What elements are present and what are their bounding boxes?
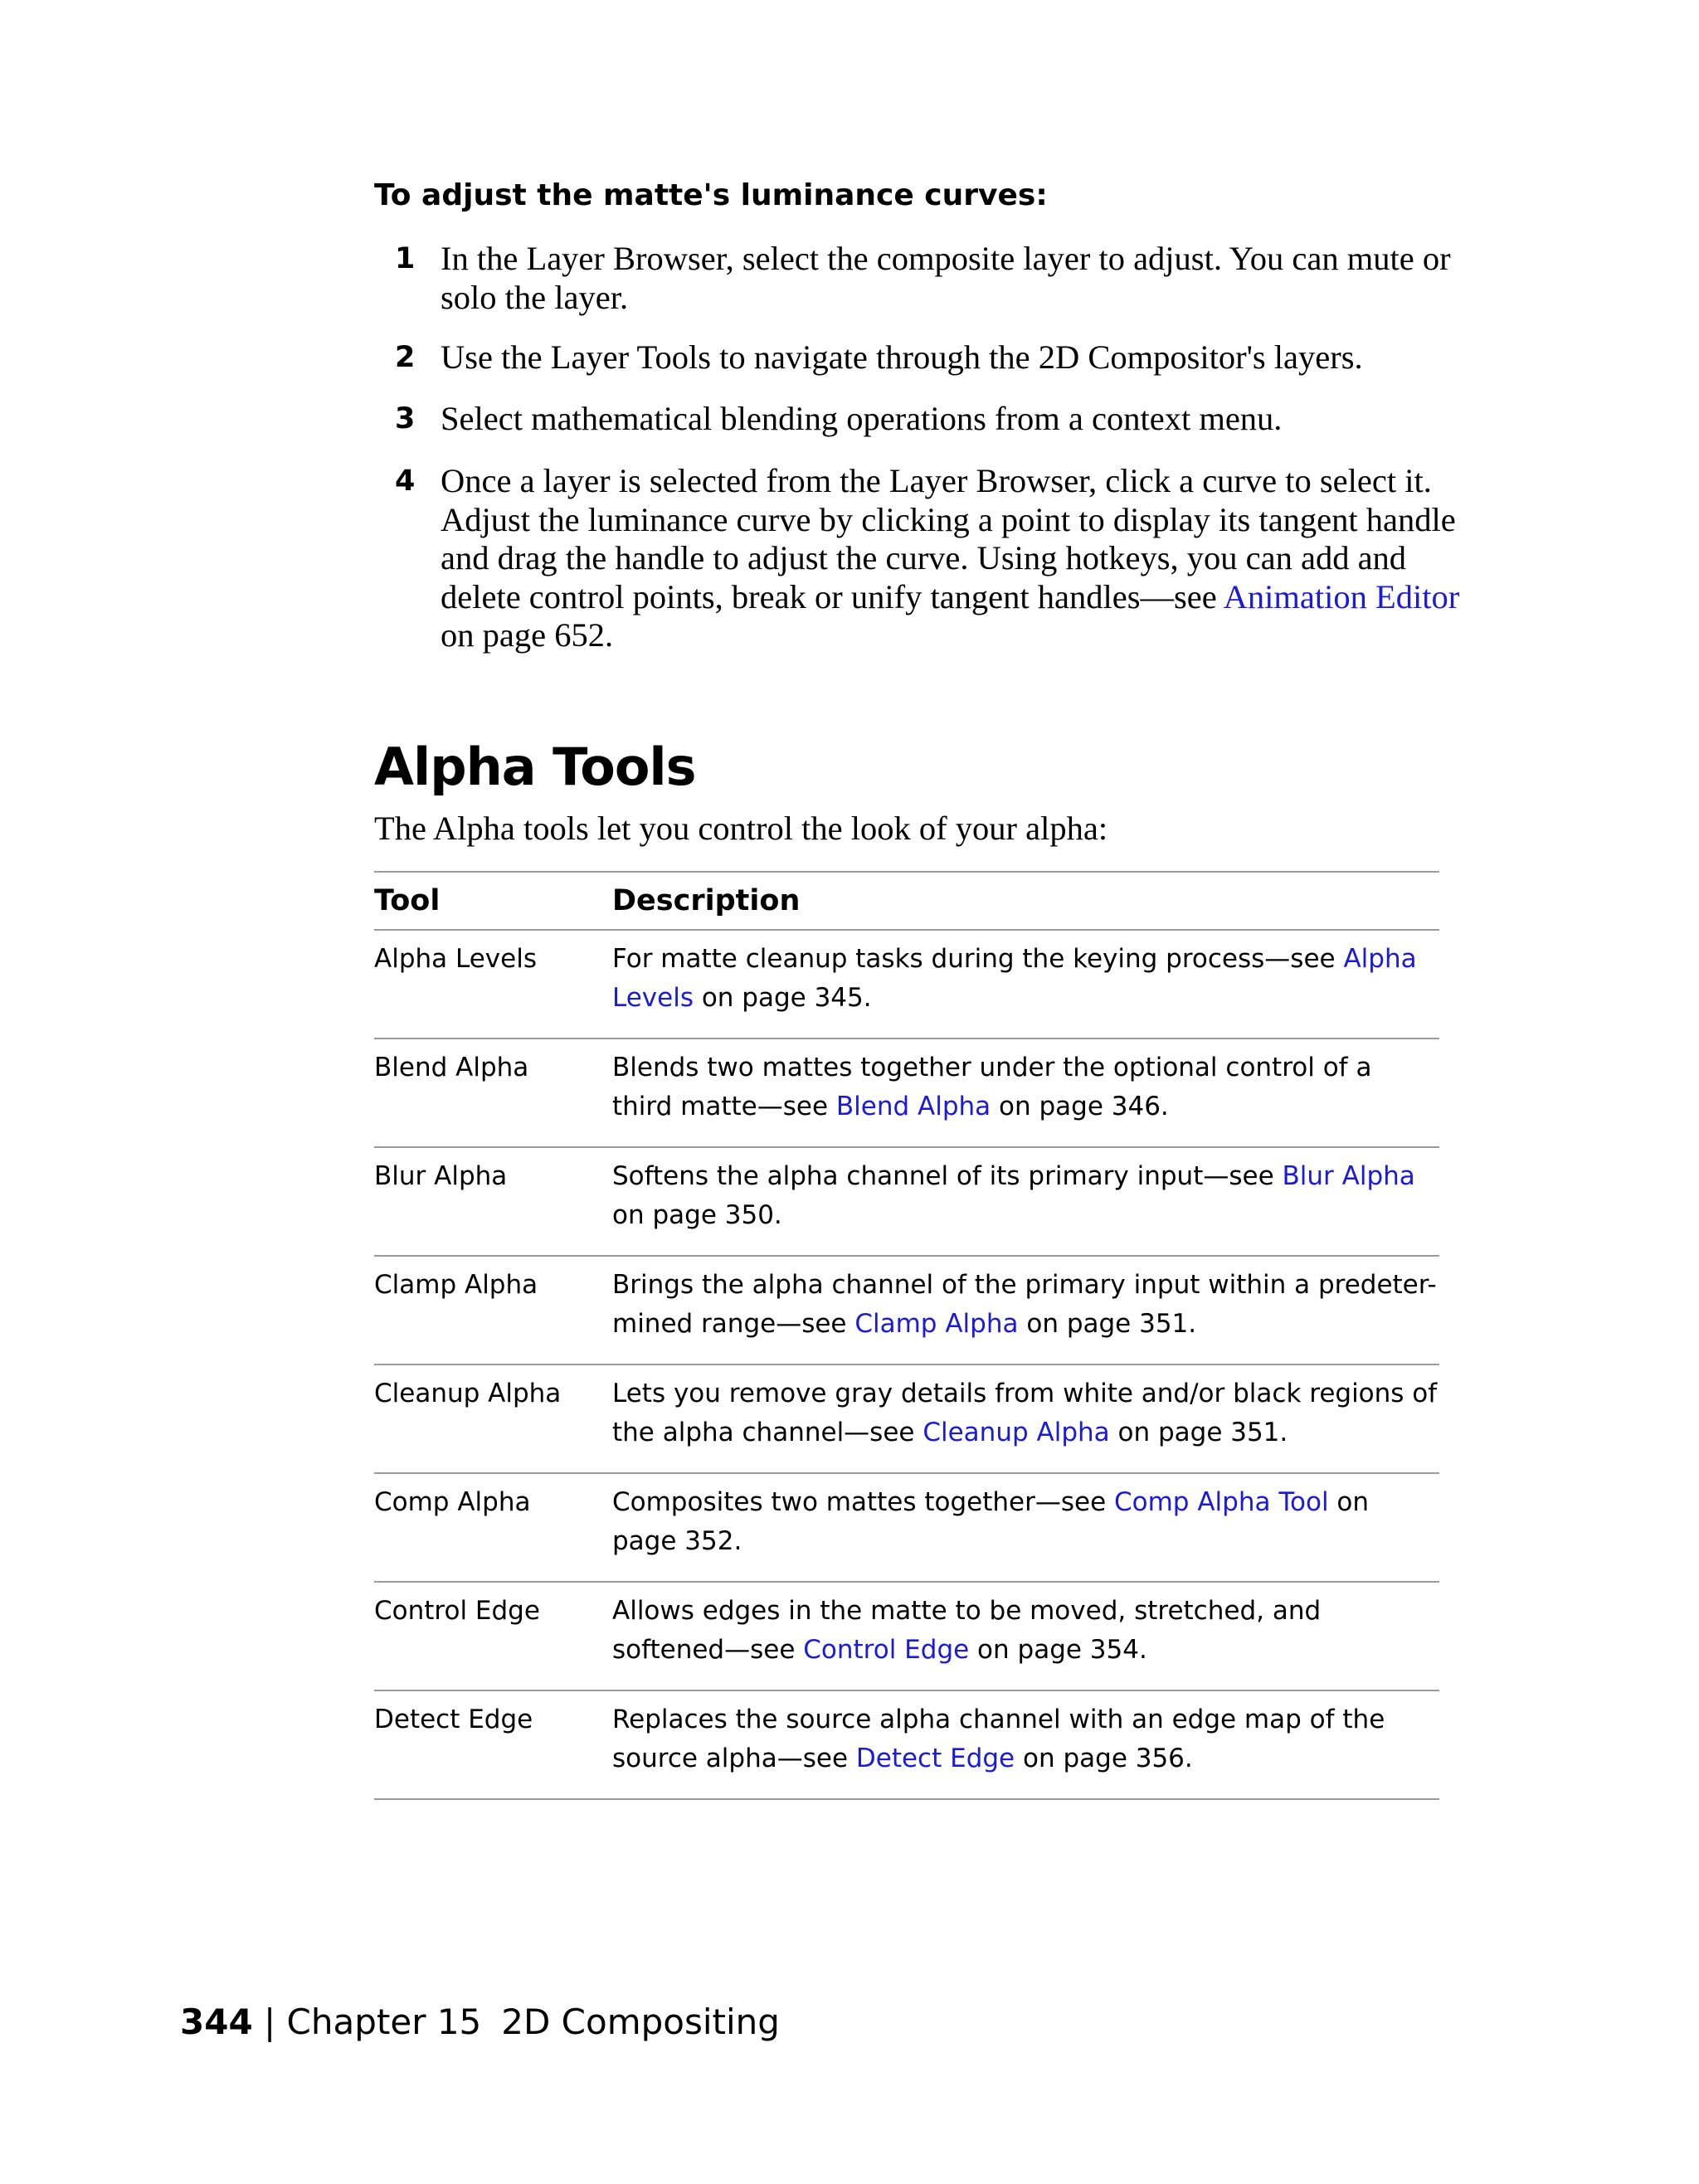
section-intro: The Alpha tools let you control the look of your alpha: xyxy=(374,810,1108,847)
tool-name: Detect Edge xyxy=(374,1705,533,1734)
procedure-step-3 xyxy=(374,400,1461,439)
step-number: 2 xyxy=(395,341,416,374)
tool-name: Alpha Levels xyxy=(374,944,537,974)
step-text: Use the Layer Tools to navigate through the 2D Compositor's layers. xyxy=(441,338,1363,376)
tool-description xyxy=(612,1157,1438,1234)
step-text: In the Layer Browser, select the composite layer to adjust. You can mute or solo the layer. xyxy=(441,240,1451,316)
chapter-label: Chapter 15 xyxy=(286,2002,482,2042)
alpha-tools-table xyxy=(374,871,1439,1800)
description-page: on page 354. xyxy=(969,1634,1147,1665)
step-text-after: on page 652. xyxy=(441,616,614,654)
step-number: 1 xyxy=(395,242,416,275)
step-number: 3 xyxy=(395,402,416,435)
procedure-step-1 xyxy=(374,240,1461,317)
tool-description xyxy=(612,1374,1438,1452)
page-footer xyxy=(180,1999,780,2045)
blend-alpha-link[interactable]: Blend Alpha xyxy=(835,1091,991,1121)
control-edge-link[interactable]: Control Edge xyxy=(803,1634,970,1665)
clamp-alpha-link[interactable]: Clamp Alpha xyxy=(854,1308,1019,1339)
tool-description xyxy=(612,1592,1438,1669)
tool-name: Comp Alpha xyxy=(374,1487,531,1517)
tool-description xyxy=(612,1266,1438,1343)
description-page: on page 351. xyxy=(1109,1417,1288,1447)
description-text: Composites two mattes together—see xyxy=(612,1487,1114,1517)
description-page: on page 350. xyxy=(612,1199,782,1230)
tool-name: Control Edge xyxy=(374,1596,540,1626)
step-text: Once a layer is selected from the Layer Browser, click a curve to select it. Adjust the luminance curve by clicking a point to display its tangent handle and drag the handle to adjust the curve. Using hotkeys, you can add and delete control points, break or unify tangent handles—see xyxy=(441,462,1456,615)
tool-description xyxy=(612,1048,1438,1126)
detect-edge-link[interactable]: Detect Edge xyxy=(855,1743,1015,1773)
table-row xyxy=(374,1474,1439,1583)
blur-alpha-link[interactable]: Blur Alpha xyxy=(1282,1161,1415,1191)
description-page: on page 345. xyxy=(693,982,872,1013)
header-tool: Tool xyxy=(374,884,441,917)
table-row xyxy=(374,1583,1439,1691)
procedure-step-2 xyxy=(374,338,1461,377)
table-row xyxy=(374,931,1439,1039)
description-page: on page 346. xyxy=(991,1091,1169,1121)
step-text: Select mathematical blending operations from a context menu. xyxy=(441,400,1283,437)
description-text: Blends two mattes together under the optional control of a third matte—see xyxy=(612,1053,1372,1121)
comp-alpha-tool-link[interactable]: Comp Alpha Tool xyxy=(1114,1487,1329,1517)
tool-description xyxy=(612,1700,1438,1778)
description-text: For matte cleanup tasks during the keying process—see xyxy=(612,944,1344,974)
table-row xyxy=(374,1039,1439,1148)
tool-description xyxy=(612,940,1438,1017)
table-row xyxy=(374,1148,1439,1257)
tool-name: Blur Alpha xyxy=(374,1161,508,1191)
step-number: 4 xyxy=(395,465,416,498)
description-text: Brings the alpha channel of the primary input within a predeter-mined range—see xyxy=(612,1270,1437,1339)
description-page: on page 351. xyxy=(1018,1308,1197,1339)
step-text-container xyxy=(441,462,1461,655)
table-row xyxy=(374,1257,1439,1365)
alpha-levels-link[interactable]: Alpha Levels xyxy=(612,944,1417,1013)
header-description: Description xyxy=(612,884,801,917)
chapter-title: 2D Compositing xyxy=(501,2002,780,2042)
tool-name: Cleanup Alpha xyxy=(374,1379,562,1408)
description-page: on page 356. xyxy=(1015,1743,1193,1773)
procedure-step-4 xyxy=(374,462,1461,655)
description-text: Lets you remove gray details from white and/or black regions of the alpha channel—see xyxy=(612,1379,1438,1447)
procedure-heading: To adjust the matte's luminance curves: xyxy=(374,178,1048,212)
footer-separator: | xyxy=(264,2002,276,2042)
description-page: on page 352. xyxy=(612,1487,1370,1556)
section-title: Alpha Tools xyxy=(374,737,696,797)
description-text: Softens the alpha channel of its primary input—see xyxy=(612,1161,1283,1191)
table-header xyxy=(374,873,1439,931)
tool-description xyxy=(612,1483,1438,1560)
animation-editor-link[interactable]: Animation Editor xyxy=(1223,577,1460,615)
description-text: Allows edges in the matte to be moved, stretched, and softened—see xyxy=(612,1596,1322,1665)
table-row xyxy=(374,1365,1439,1474)
tool-name: Blend Alpha xyxy=(374,1053,529,1082)
description-text: Replaces the source alpha channel with an edge map of the source alpha—see xyxy=(612,1705,1385,1773)
page-number: 344 xyxy=(180,2002,253,2042)
tool-name: Clamp Alpha xyxy=(374,1270,538,1300)
table-row xyxy=(374,1691,1439,1800)
cleanup-alpha-link[interactable]: Cleanup Alpha xyxy=(923,1417,1110,1447)
